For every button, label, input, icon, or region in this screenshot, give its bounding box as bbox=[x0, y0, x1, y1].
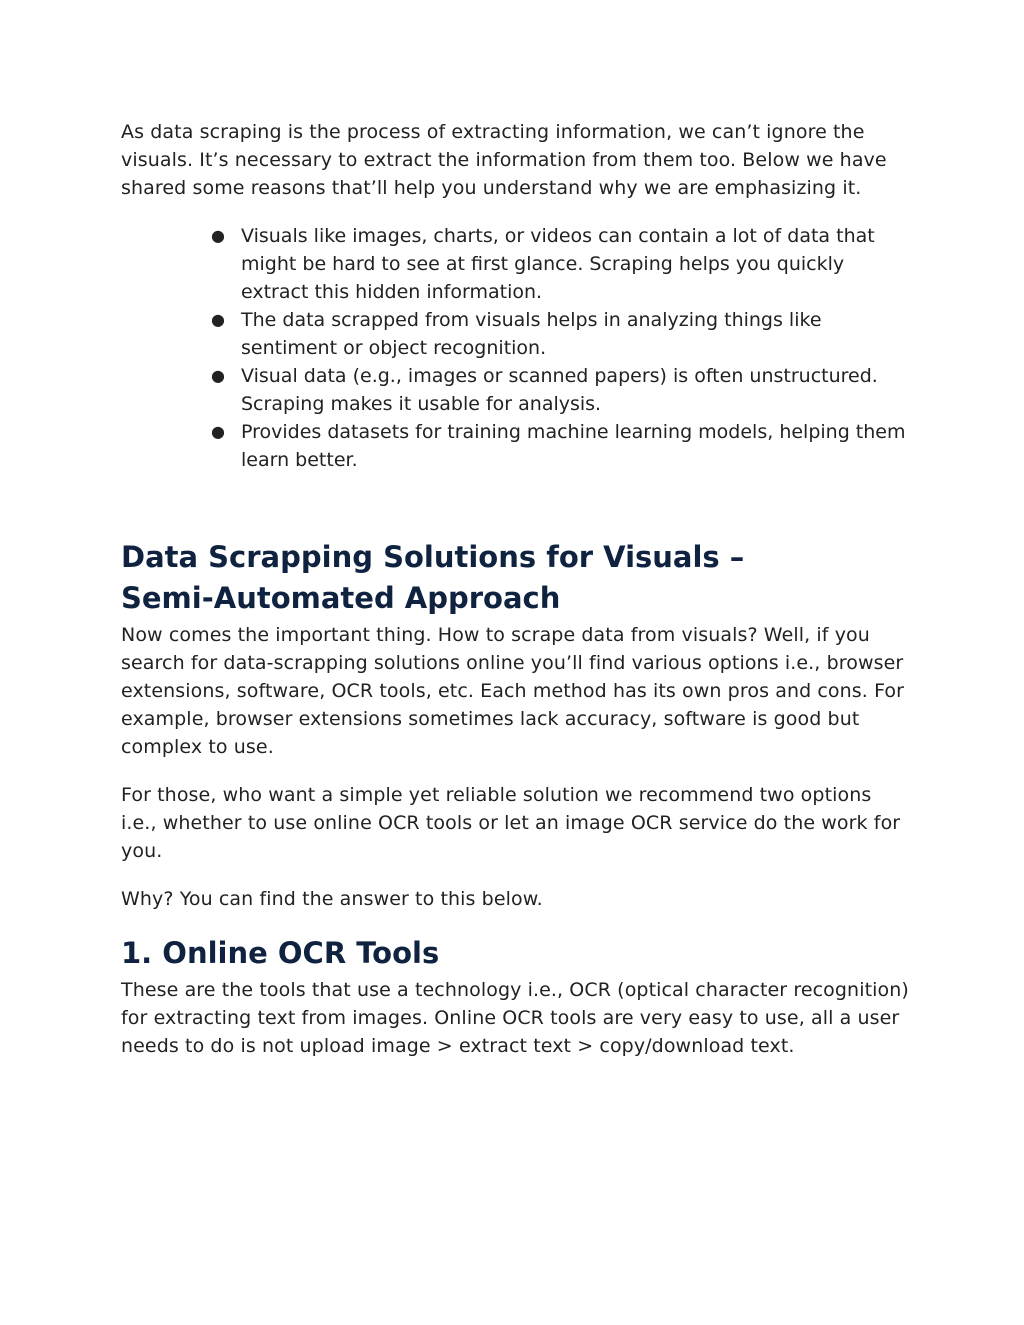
list-item-text: Visuals like images, charts, or videos can contain a lot of data that might be hard to see at first glance. Scraping helps you quickly extract this hidden information. bbox=[241, 225, 875, 303]
intro-paragraph: As data scraping is the process of extracting information, we can’t ignore the visuals. It’s necessary to extract the information from them too. Below we have shared some reasons that’ll help you understand why we are emphasizing it. bbox=[121, 121, 887, 199]
section-heading-ocr-tools: 1. Online OCR Tools bbox=[121, 936, 440, 970]
list-item-text: Provides datasets for training machine learning models, helping them learn better. bbox=[241, 421, 906, 471]
list-item bbox=[211, 418, 911, 474]
bullet-icon: ● bbox=[211, 310, 225, 329]
ocr-tools-paragraph: These are the tools that use a technology i.e., OCR (optical character recognition) for extracting text from images. Online OCR tools are very easy to use, all a user needs to do is not upload image > extract text > copy/download text. bbox=[121, 979, 909, 1057]
bullet-icon: ● bbox=[211, 422, 225, 441]
section-heading-solutions bbox=[121, 537, 911, 619]
solutions-paragraph-3: Why? You can find the answer to this below. bbox=[121, 888, 543, 910]
list-item-text: Visual data (e.g., images or scanned papers) is often unstructured. Scraping makes it usable for analysis. bbox=[241, 365, 878, 415]
heading-line-1: Data Scrapping Solutions for Visuals – bbox=[121, 540, 745, 574]
list-item bbox=[211, 222, 911, 306]
solutions-paragraph-1: Now comes the important thing. How to scrape data from visuals? Well, if you search for data-scrapping solutions online you’ll find various options i.e., browser extensions, software, OCR tools, etc. Each method has its own pros and cons. For example, browser extensions sometimes lack accuracy, software is good but complex to use. bbox=[121, 624, 905, 758]
solutions-paragraph-2: For those, who want a simple yet reliable solution we recommend two options i.e., whether to use online OCR tools or let an image OCR service do the work for you. bbox=[121, 784, 901, 862]
reasons-list bbox=[121, 222, 911, 474]
bullet-icon: ● bbox=[211, 226, 225, 245]
list-item-text: The data scrapped from visuals helps in analyzing things like sentiment or object recognition. bbox=[241, 309, 822, 359]
list-item bbox=[211, 362, 911, 418]
heading-line-2: Semi-Automated Approach bbox=[121, 581, 561, 615]
document-page bbox=[121, 118, 911, 1060]
bullet-icon: ● bbox=[211, 366, 225, 385]
list-item bbox=[211, 306, 911, 362]
